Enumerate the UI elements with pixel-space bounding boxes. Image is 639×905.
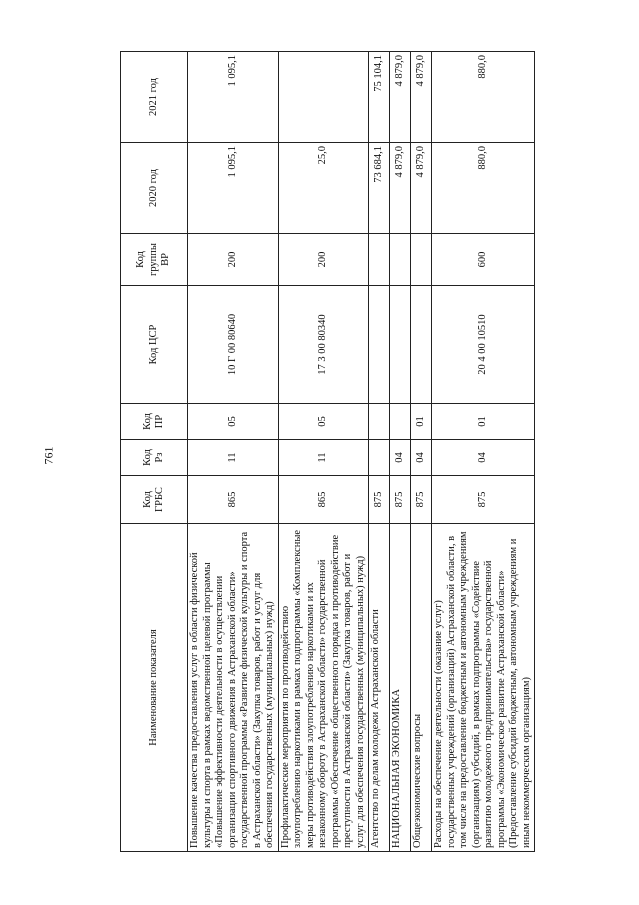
row-pr [369,404,390,440]
header-2021: 2021 год [121,52,188,143]
row-2020: 25,0 [278,143,369,234]
row-grbs: 865 [278,476,369,524]
row-pr: 01 [411,404,432,440]
row-grbs: 865 [188,476,279,524]
row-2021 [278,52,369,143]
row-rz: 11 [188,440,279,476]
row-2021: 880,0 [432,52,535,143]
row-2020: 880,0 [432,143,535,234]
table-row [432,52,535,852]
row-2020: 1 095,1 [188,143,279,234]
row-grbs: 875 [369,476,390,524]
budget-table [120,51,535,852]
row-2021: 4 879,0 [411,52,432,143]
row-name: Расходы на обеспечение деятельности (оказание услуг) государственных учреждений (организаций) Астраханской области, в том числе на предоставление бюджетным и автономным учреждениям (организациям) субсидий, в рамках подпрограммы «Содействие развитию молодежного предпринимательства» государственной программы «Экономическое развитие Астраханской области» (Предоставление субсидий бюджетным, автономным учреждениям и иным некоммерческим организациям) [432,524,535,852]
row-2020: 73 684,1 [369,143,390,234]
table-row [278,52,369,852]
row-grbs: 875 [432,476,535,524]
row-2021: 75 104,1 [369,52,390,143]
row-2021: 4 879,0 [390,52,411,143]
row-rz [369,440,390,476]
row-pr [390,404,411,440]
table-row [390,52,411,852]
row-rz: 04 [432,440,535,476]
row-name: Повышение качества предоставления услуг в области физической культуры и спорта в рамках ведомственной целевой программы «Повышение эффективности деятельности в осуществлении организации спортивного движения в Астраханской области» государственной программы «Развитие физической культуры и спорта в Астраханской области» (Закупка товаров, работ и услуг для обеспечения государственных (муниципальных) нужд) [188,524,279,852]
header-vr: Код группы ВР [121,234,188,286]
row-pr: 05 [278,404,369,440]
row-grbs: 875 [411,476,432,524]
header-csr: Код ЦСР [121,286,188,404]
row-rz: 04 [390,440,411,476]
table-row [411,52,432,852]
row-name: НАЦИОНАЛЬНАЯ ЭКОНОМИКА [390,524,411,852]
row-rz: 04 [411,440,432,476]
row-csr [369,286,390,404]
row-2020: 4 879,0 [390,143,411,234]
row-csr [411,286,432,404]
page-number: 761 [41,446,56,465]
table-row [369,52,390,852]
table-row [188,52,279,852]
rotated-page-content [120,52,638,852]
row-name: Общеэкономические вопросы [411,524,432,852]
row-rz: 11 [278,440,369,476]
table-header-row [121,52,188,852]
row-name: Агентство по делам молодежи Астраханской области [369,524,390,852]
header-rz: Код Рз [121,440,188,476]
row-vr [390,234,411,286]
row-grbs: 875 [390,476,411,524]
header-name: Наименование показателя [121,524,188,852]
row-2020: 4 879,0 [411,143,432,234]
row-vr: 600 [432,234,535,286]
row-vr: 200 [278,234,369,286]
row-pr: 01 [432,404,535,440]
header-grbs: Код ГРБС [121,476,188,524]
row-csr: 17 3 00 80340 [278,286,369,404]
row-vr: 200 [188,234,279,286]
header-pr: Код ПР [121,404,188,440]
row-csr: 10 Г 00 80640 [188,286,279,404]
row-vr [411,234,432,286]
header-2020: 2020 год [121,143,188,234]
row-csr: 20 4 00 10510 [432,286,535,404]
row-name: Профилактические мероприятия по противодействию злоупотреблению наркотиками в рамках подпрограммы «Комплексные меры противодействия злоупотреблению наркотиками и их незаконному обороту в Астраханской области» государственной программы «Обеспечение общественного порядка и противодействие преступности в Астраханской области» (Закупка товаров, работ и услуг для обеспечения государственных (муниципальных) нужд) [278,524,369,852]
row-vr [369,234,390,286]
row-csr [390,286,411,404]
row-pr: 05 [188,404,279,440]
row-2021: 1 095,1 [188,52,279,143]
